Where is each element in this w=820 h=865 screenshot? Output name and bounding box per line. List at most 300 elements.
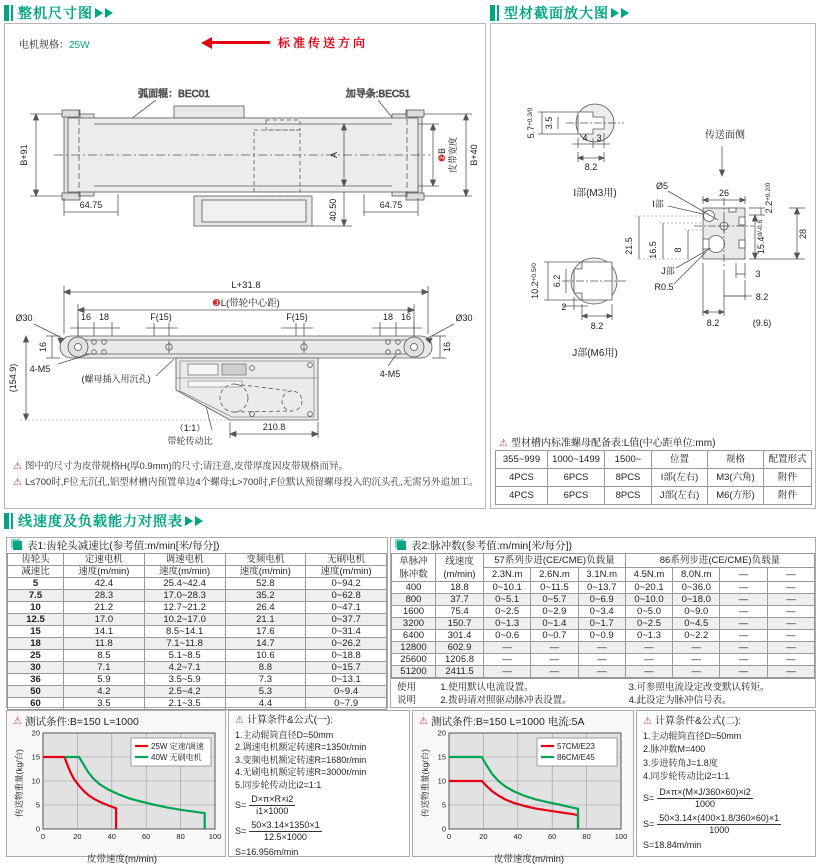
table-cell: 75.4 — [436, 606, 484, 618]
table-cell: 8.5~14.1 — [144, 626, 225, 638]
table-cell: 6PCS — [548, 469, 605, 487]
table-cell: 50 — [8, 686, 64, 698]
chart1-ylabel: 传送物重量(kg/台) — [14, 749, 24, 818]
table-cell: 25.4~42.4 — [144, 578, 225, 590]
header-bar-icon — [11, 5, 13, 21]
table-cell: 301.4 — [436, 630, 484, 642]
warning-icon: ⚠ — [643, 716, 652, 727]
svg-text:80: 80 — [176, 832, 185, 841]
table-cell: 17.0 — [64, 614, 145, 626]
table-cell: 25 — [8, 650, 64, 662]
table-cell: 21.2 — [64, 602, 145, 614]
svg-text:20: 20 — [437, 728, 446, 738]
nut-table-title-text: 型材槽内标准螺母配备表:L值(中心距单位:mm) — [510, 438, 716, 449]
calc1-box — [228, 710, 410, 857]
dim-l-center — [212, 297, 280, 309]
section-header-speed — [4, 511, 816, 535]
table-cell: 14.1 — [64, 626, 145, 638]
table-cell: 0~36.0 — [673, 582, 720, 594]
table-cell: 0~18.8 — [306, 650, 387, 662]
table-cell: 0~2.5 — [625, 618, 672, 630]
table-cell: 0~20.1 — [625, 582, 672, 594]
formula-2: S= $\frac{50\times 3.14\times 1350\times 1}{12.5\times 1000}$ — [235, 820, 320, 842]
svg-text:57CM/E23: 57CM/E23 — [557, 742, 595, 751]
calc-line: 2.脉冲数M=400 — [643, 744, 706, 754]
table-cell: 0~10.1 — [484, 582, 531, 594]
table-cell: 11.8 — [64, 638, 145, 650]
table-cell: 0~1.3 — [484, 618, 531, 630]
table-cell: 2411.5 — [436, 666, 484, 678]
dim-18-top-left: 18 — [98, 312, 110, 322]
header-bar-icon — [490, 5, 495, 21]
chart1-xlabel: 皮带速度(m/min) — [86, 854, 158, 865]
svg-text:20: 20 — [31, 728, 40, 738]
dim-28: 28 — [798, 228, 808, 240]
dim-62: 6.2 — [552, 274, 562, 288]
dim-1549: (154.9) — [8, 363, 18, 393]
table-cell: — — [625, 642, 672, 654]
i-detail-caption: I部(M3用) — [573, 188, 617, 199]
table-cell: 12800 — [392, 642, 436, 654]
t2-head-86: 86系列步进(CE/CME)负载量 — [625, 554, 814, 568]
t1-head: 变频电机 — [225, 554, 306, 566]
usage-notes-left: 1.使用默认电流设置。 2.拨码请对照驱动脉冲表设置。 — [440, 682, 572, 706]
table-cell: 0~5.1 — [484, 594, 531, 606]
dim-215: 21.5 — [624, 237, 634, 255]
dim-154-value: 15.4 — [756, 236, 766, 255]
calc-line: 5.同步轮传动比i2=1:1 — [235, 779, 322, 790]
dim-4050: 40.50 — [328, 198, 338, 222]
calc-line: 1.主动辊筒直径D=50mm — [643, 730, 742, 741]
chart1-wrap — [14, 728, 225, 851]
table-cell: 0~0.6 — [484, 630, 531, 642]
table-cell: — — [578, 642, 625, 654]
dim-96: (9.6) — [752, 318, 772, 328]
table-cell: — — [720, 606, 767, 618]
table-cell: 7.1~11.8 — [144, 638, 225, 650]
t1-head: 齿轮头 — [8, 554, 64, 566]
table-cell: 10.6 — [225, 650, 306, 662]
table-cell: — — [673, 642, 720, 654]
t2-sub: 4.5N.m — [625, 568, 672, 582]
dim-4m5-right: 4-M5 — [379, 369, 401, 379]
table-cell: 4.2~7.1 — [144, 662, 225, 674]
calc2-title: ⚠ 计算条件&公式(二): — [643, 716, 742, 727]
table-cell: 6400 — [392, 630, 436, 642]
table-cell: — — [767, 594, 814, 606]
table2-body — [392, 582, 815, 678]
table-cell: 18 — [8, 638, 64, 650]
calc-line: 1.主动辊筒直径D=50mm — [235, 729, 334, 740]
table-cell: — — [578, 654, 625, 666]
table-cell: 0~31.4 — [306, 626, 387, 638]
svg-text:5: 5 — [35, 800, 40, 810]
calc-line: 2.调速电机额定转速R=1350r/min — [235, 742, 367, 752]
table-cell: — — [767, 606, 814, 618]
svg-text:10: 10 — [437, 776, 446, 786]
nut-col-header: 位置 — [652, 451, 708, 469]
table-cell: M6(方形) — [708, 487, 764, 505]
table-cell: 0~47.1 — [306, 602, 387, 614]
chart2-box — [412, 710, 634, 865]
table-cell: 21.1 — [225, 614, 306, 626]
test-condition-2 — [413, 711, 633, 729]
table-cell: 0~11.5 — [531, 582, 578, 594]
dim-f15-right: F(15) — [286, 312, 308, 322]
table-cell: — — [720, 666, 767, 678]
calc2-result: S=18.84m/min — [643, 839, 702, 850]
table-cell: 4PCS — [496, 469, 548, 487]
note-text: L≤700时,F位无沉孔,铝型材槽内预置单边4个螺母;L>700时,F位默认预留螺母投入的沉头孔,无需另外追加工。 — [24, 477, 479, 488]
table-cell: 7.1 — [64, 662, 145, 674]
table-cell: 26.4 — [225, 602, 306, 614]
table-cell: 0~9.4 — [306, 686, 387, 698]
table-cell: — — [673, 666, 720, 678]
double-arrow-icon — [195, 516, 203, 526]
t2-sub: 3.1N.m — [578, 568, 625, 582]
table-cell: — — [720, 594, 767, 606]
counterbore-label: (螺母插入用沉孔) — [81, 374, 151, 384]
dim-6475-left: 64.75 — [79, 200, 103, 210]
dim-r05: R0.5 — [654, 282, 674, 292]
profile-drawing-area — [490, 23, 816, 509]
dim-165: 16.5 — [648, 241, 658, 259]
table-cell: — — [767, 630, 814, 642]
table-cell: — — [531, 666, 578, 678]
table-cell: — — [720, 582, 767, 594]
svg-text:40: 40 — [107, 832, 116, 841]
svg-text:20: 20 — [73, 832, 82, 841]
dim-d30-left: Ø30 — [15, 313, 33, 323]
table-cell: 0~0.9 — [578, 630, 625, 642]
table-cell: 2.5~4.2 — [144, 686, 225, 698]
table-cell: — — [625, 666, 672, 678]
table-cell: 0~1.7 — [578, 618, 625, 630]
table2-box — [390, 537, 816, 708]
table-cell: 1600 — [392, 606, 436, 618]
chart2 — [425, 729, 629, 843]
table-cell: 51200 — [392, 666, 436, 678]
table-cell: 0~94.2 — [306, 578, 387, 590]
table-cell: 800 — [392, 594, 436, 606]
warning-icon: ⚠ — [13, 461, 22, 472]
test-condition-1 — [7, 711, 225, 729]
drawing-note-1 — [13, 458, 348, 472]
table-cell: 0~9.0 — [673, 606, 720, 618]
usage-notes — [391, 678, 815, 707]
table2-title-text: 表2:脉冲数(参考值:m/min[米/每分]) — [411, 540, 573, 552]
table-cell: 4PCS — [496, 487, 548, 505]
t2-sub: 2.6N.m — [531, 568, 578, 582]
table-cell: 0~7.9 — [306, 698, 387, 710]
t1-head: 调速电机 — [144, 554, 225, 566]
svg-text:60: 60 — [142, 832, 151, 841]
dim-16-top-left: 16 — [80, 312, 92, 322]
table-cell: 0~2.9 — [531, 606, 578, 618]
table-cell: 4.4 — [225, 698, 306, 710]
dim-3-cross: 3 — [755, 269, 761, 279]
section-header-profile — [490, 3, 816, 23]
usage-label: 使用 说明 — [397, 682, 417, 706]
table-icon — [13, 541, 22, 550]
calc2 — [637, 711, 815, 856]
svg-text:80: 80 — [582, 832, 591, 841]
table1-body — [8, 578, 387, 710]
svg-text:15: 15 — [437, 752, 446, 762]
t1-head2: 速度(m/min) — [144, 566, 225, 578]
dim-b: B — [437, 147, 447, 154]
table-cell: 0~37.7 — [306, 614, 387, 626]
transfer-direction-label: 标准传送方向 — [278, 36, 369, 50]
panel-profile-section — [490, 3, 816, 509]
calc-line: 4.同步轮传动比i2=1:1 — [643, 771, 730, 781]
nut-table-body — [496, 469, 812, 505]
dim-l318: L+31.8 — [231, 280, 261, 291]
formula-1: S= $\frac{D\times\pi\times R\times i2}{i1\times 1000}$ — [235, 794, 294, 816]
table-cell: 0~26.2 — [306, 638, 387, 650]
t1-head: 定速电机 — [64, 554, 145, 566]
callout-roller: 弧面辊：BEC01 — [138, 89, 210, 100]
t1-head2: 速度(m/min) — [64, 566, 145, 578]
warning-icon: ⚠ — [499, 438, 508, 449]
i-part-label: I部 — [652, 199, 664, 209]
formula-2: S= $\frac{50\times 3.14\times(400\times 1.8/360\times 60)\times 1}{1000}$ — [643, 812, 780, 835]
svg-text:40W 无刷电机: 40W 无刷电机 — [151, 753, 202, 762]
svg-text:100: 100 — [614, 832, 628, 841]
dim-3: 3 — [596, 133, 602, 143]
table-cell: 0~2.5 — [484, 606, 531, 618]
header-bar-icon — [4, 513, 9, 529]
table-cell: 602.9 — [436, 642, 484, 654]
double-arrow-icon — [621, 8, 629, 18]
dim-82b: 8.2 — [706, 318, 720, 328]
dim-82-j: 8.2 — [590, 321, 604, 331]
table-cell: — — [720, 618, 767, 630]
svg-text:0: 0 — [40, 832, 46, 841]
table-cell: 36 — [8, 674, 64, 686]
table-cell: 0~3.4 — [578, 606, 625, 618]
table-cell: 60 — [8, 698, 64, 710]
calc-line: 3.步进转角J=1.8度 — [643, 757, 718, 768]
table-cell: 4.2 — [64, 686, 145, 698]
dim-16-side-left: 16 — [38, 341, 48, 353]
t2-sub: — — [720, 568, 767, 582]
t1-head2: 减速比 — [8, 566, 64, 578]
table-cell: — — [531, 654, 578, 666]
warning-icon: ⚠ — [419, 716, 428, 727]
table-cell: 0~62.8 — [306, 590, 387, 602]
dim-2: 2 — [561, 302, 567, 312]
table-cell: 3200 — [392, 618, 436, 630]
table-cell: 0~1.3 — [625, 630, 672, 642]
dim-belt-b — [437, 148, 447, 162]
nut-table-title — [499, 434, 715, 449]
t2-head-speed: 线速度 (m/min) — [436, 554, 484, 582]
table-cell: 18.8 — [436, 582, 484, 594]
table-cell: J部(左右) — [652, 487, 708, 505]
dim-18-top-right: 18 — [382, 312, 394, 322]
transfer-face-label: 传送面侧 — [705, 130, 745, 141]
dim-b40: B+40 — [469, 144, 479, 166]
header-bar-icon — [497, 5, 499, 21]
table-cell: 2.1~3.5 — [144, 698, 225, 710]
table1-box — [6, 537, 388, 708]
dim-57 — [526, 107, 536, 138]
warning-icon: ⚠ — [235, 715, 244, 726]
table-cell: 150.7 — [436, 618, 484, 630]
t2-sub: 8.0N.m — [673, 568, 720, 582]
section-title: 整机尺寸图 — [18, 5, 93, 21]
header-bar-icon — [11, 513, 13, 529]
dim-4m5-left: 4-M5 — [29, 364, 51, 374]
dim-l-center-text: L(带轮中心距) — [220, 298, 280, 309]
table-cell: 0~15.7 — [306, 662, 387, 674]
overall-drawing-area — [4, 23, 486, 509]
nut-col-header: 1000~1499 — [548, 451, 605, 469]
header-bar-icon — [4, 5, 9, 21]
table-cell: 37.7 — [436, 594, 484, 606]
table-cell: 0~2.2 — [673, 630, 720, 642]
formula-1: S= $\frac{D\times\pi\times(M\times J/360\times 60)\times i2}{1000}$ — [643, 786, 751, 809]
dim-22-tol: +0.2/0 — [765, 182, 772, 201]
warning-icon: ⚠ — [13, 477, 22, 488]
table-cell: 35.2 — [225, 590, 306, 602]
t2-head-pulse: 单脉冲 脉冲数 — [392, 554, 436, 582]
note-text: 图中的尺寸为皮带规格H(厚0.9mm)的尺寸;请注意,皮带厚度因皮带规格而异。 — [24, 461, 348, 472]
drawing-note-2 — [13, 474, 479, 488]
table-cell: 17.0~28.3 — [144, 590, 225, 602]
table-cell: — — [720, 654, 767, 666]
table-cell: 7.5 — [8, 590, 64, 602]
dim-8: 8 — [673, 247, 683, 253]
dim-d5: Ø5 — [655, 181, 669, 191]
double-arrow-icon — [95, 8, 103, 18]
dim-b91: B+91 — [19, 144, 29, 166]
calc1 — [229, 711, 409, 863]
callout-guide: 加导条:BEC51 — [345, 89, 411, 100]
dim-154 — [756, 220, 766, 255]
t1-head2: 速度(m/min) — [225, 566, 306, 578]
test-condition-1-text: 测试条件:B=150 L=1000 — [24, 716, 139, 728]
motor-spec-label: 电机规格： — [19, 40, 69, 51]
table-cell: 400 — [392, 582, 436, 594]
j-part-label: J部 — [661, 266, 675, 276]
table-cell: 6PCS — [548, 487, 605, 505]
svg-text:10: 10 — [31, 776, 40, 786]
section-title: 型材截面放大图 — [504, 5, 609, 21]
dim-16-side-right: 16 — [442, 341, 452, 353]
double-arrow-icon — [611, 8, 619, 18]
table-cell: — — [767, 654, 814, 666]
table-cell: 5 — [8, 578, 64, 590]
dim-2108: 210.8 — [262, 422, 286, 432]
table-cell: 附件 — [764, 487, 812, 505]
svg-text:0: 0 — [446, 832, 452, 841]
motor-spec-value: 25W — [69, 40, 90, 51]
table-cell: 5.3 — [225, 686, 306, 698]
table-cell: 12.5 — [8, 614, 64, 626]
calc-line: 4.无刷电机额定转速R=3000r/min — [235, 767, 367, 777]
table-cell: 1205.8 — [436, 654, 484, 666]
t2-head-57: 57系列步进(CE/CME)负载量 — [484, 554, 626, 568]
svg-text:15: 15 — [31, 752, 40, 762]
dim-35: 3.5 — [544, 116, 554, 130]
table-cell: — — [578, 666, 625, 678]
dim-102 — [530, 263, 540, 299]
table-cell: — — [484, 642, 531, 654]
svg-text:20: 20 — [479, 832, 488, 841]
dim-f15-left: F(15) — [150, 312, 172, 322]
table-cell: 8PCS — [605, 469, 652, 487]
double-arrow-icon — [105, 8, 113, 18]
table-cell: 15 — [8, 626, 64, 638]
table-cell: — — [767, 618, 814, 630]
dim-22-value: 2.2 — [764, 200, 774, 214]
usage-notes-right: 3.可参照电流设定改变默认转矩。 4.此设定为脉冲信号表。 — [628, 682, 770, 706]
t1-head2: 速度(m/min) — [306, 566, 387, 578]
test-condition-2-text: 测试条件:B=150 L=1000 电流:5A — [430, 716, 585, 728]
dim-57-value: 5.7 — [526, 125, 536, 139]
nut-col-header: 355~999 — [496, 451, 548, 469]
table-cell: 3.5 — [64, 698, 145, 710]
table-cell: 5.9 — [64, 674, 145, 686]
badge-3: ❸ — [212, 298, 221, 309]
t1-head: 无刷电机 — [306, 554, 387, 566]
table-cell: 52.8 — [225, 578, 306, 590]
table-cell: 0~1.4 — [531, 618, 578, 630]
table-cell: 0~5.7 — [531, 594, 578, 606]
dim-82-i: 8.2 — [584, 162, 598, 172]
section-header-overall — [4, 3, 486, 23]
table-cell: 0~13.7 — [578, 582, 625, 594]
dim-26: 26 — [718, 188, 730, 198]
chart2-xlabel: 皮带速度(m/min) — [493, 854, 565, 865]
calc-line: 3.变频电机额定转速R=1680r/min — [235, 754, 367, 765]
table-cell: — — [484, 666, 531, 678]
table-cell: 附件 — [764, 469, 812, 487]
double-arrow-icon — [185, 516, 193, 526]
table-cell: — — [531, 642, 578, 654]
chart2-wrap — [420, 728, 633, 851]
chart1-box — [6, 710, 226, 865]
svg-text:100: 100 — [208, 832, 222, 841]
table-cell: — — [484, 654, 531, 666]
dim-d30-right: Ø30 — [455, 313, 473, 323]
table-cell: 14.7 — [225, 638, 306, 650]
dim-57-tol: +0.3/0 — [527, 107, 534, 126]
table-cell: 8.5 — [64, 650, 145, 662]
table-cell: — — [720, 642, 767, 654]
dim-154-tol: 0/-0.6 — [757, 219, 764, 237]
motor-spec — [19, 36, 90, 51]
table-cell: — — [767, 582, 814, 594]
table-cell: 0~18.0 — [673, 594, 720, 606]
table-cell: I部(左右) — [652, 469, 708, 487]
svg-text:0: 0 — [441, 824, 446, 834]
table-cell: — — [767, 642, 814, 654]
table-cell: 7.3 — [225, 674, 306, 686]
calc1-result: S=16.956m/min — [235, 847, 299, 857]
nut-col-header: 配置形式 — [764, 451, 812, 469]
table-cell: — — [673, 654, 720, 666]
table2-title — [391, 538, 815, 553]
nut-col-header: 1500~ — [605, 451, 652, 469]
dim-6475-right: 64.75 — [379, 200, 403, 210]
section-title: 线速度及负载能力对照表 — [18, 513, 183, 529]
table-cell: — — [767, 666, 814, 678]
calc1-title: ⚠ 计算条件&公式(一): — [235, 715, 334, 726]
svg-text:60: 60 — [548, 832, 557, 841]
